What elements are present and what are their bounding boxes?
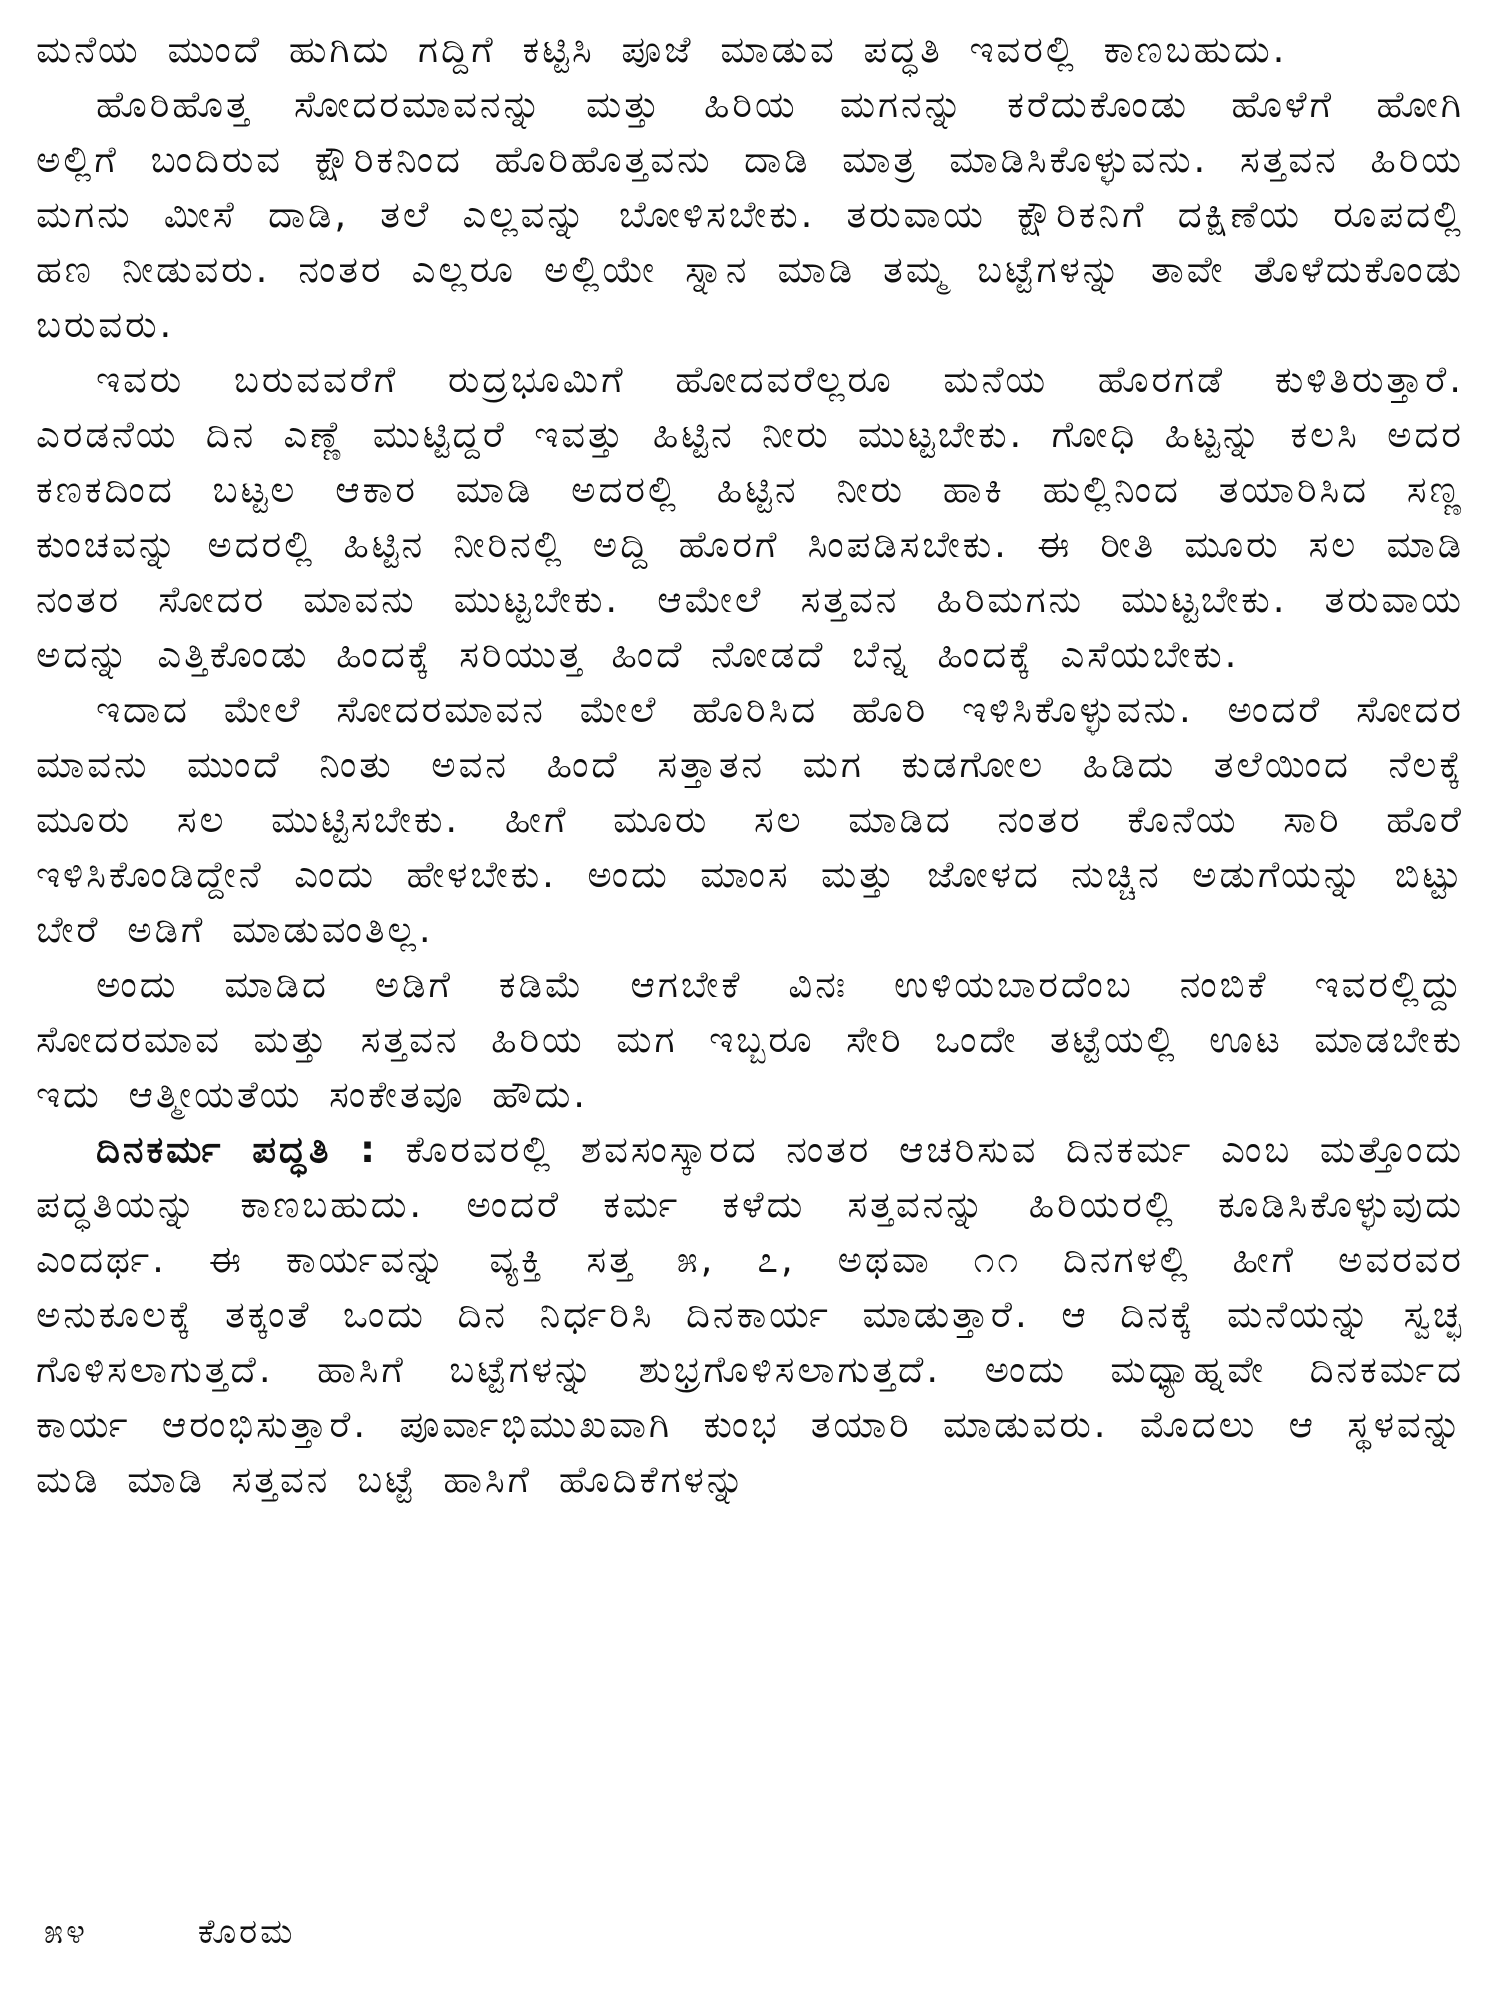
paragraph-text: ಹೊರಿಹೊತ್ತ ಸೋದರಮಾವನನ್ನು ಮತ್ತು ಹಿರಿಯ ಮಗನನ್ನು ಕರೆದುಕೊಂಡು ಹೊಳೆಗೆ ಹೋಗಿ ಅಲ್ಲಿಗೆ ಬಂದಿರುವ ಕ್ಷೌರಿಕನಿಂದ ಹೊರಿಹೊತ್ತವನು ದಾಡಿ ಮಾತ್ರ ಮಾಡಿಸಿಕೊಳ್ಳುವನು. ಸತ್ತವನ ಹಿರಿಯ ಮಗನು ಮೀಸೆ ದಾಡಿ, ತಲೆ ಎಲ್ಲವನ್ನು ಬೋಳಿಸಬೇಕು. ತರುವಾಯ ಕ್ಷೌರಿಕನಿಗೆ ದಕ್ಷಿಣೆಯ ರೂಪದಲ್ಲಿ ಹಣ ನೀಡುವರು. ನಂತರ ಎಲ್ಲರೂ ಅಲ್ಲಿಯೇ ಸ್ನಾನ ಮಾಡಿ ತಮ್ಮ ಬಟ್ಟೆಗಳನ್ನು ತಾವೇ ತೊಳೆದುಕೊಂಡು ಬರುವರು. (36, 83, 1464, 346)
paragraph-3 (36, 352, 1464, 682)
paragraph-text: ಇವರು ಬರುವವರೆಗೆ ರುದ್ರಭೂಮಿಗೆ ಹೋದವರೆಲ್ಲರೂ ಮನೆಯ ಹೊರಗಡೆ ಕುಳಿತಿರುತ್ತಾರೆ. ಎರಡನೆಯ ದಿನ ಎಣ್ಣೆ ಮುಟ್ಟಿದ್ದರೆ ಇವತ್ತು ಹಿಟ್ಟಿನ ನೀರು ಮುಟ್ಟಬೇಕು. ಗೋಧಿ ಹಿಟ್ಟನ್ನು ಕಲಸಿ ಅದರ ಕಣಕದಿಂದ ಬಟ್ಟಲ ಆಕಾರ ಮಾಡಿ ಅದರಲ್ಲಿ ಹಿಟ್ಟಿನ ನೀರು ಹಾಕಿ ಹುಲ್ಲಿನಿಂದ ತಯಾರಿಸಿದ ಸಣ್ಣ ಕುಂಚವನ್ನು ಅದರಲ್ಲಿ ಹಿಟ್ಟಿನ ನೀರಿನಲ್ಲಿ ಅದ್ದಿ ಹೊರಗೆ ಸಿಂಪಡಿಸಬೇಕು. ಈ ರೀತಿ ಮೂರು ಸಲ ಮಾಡಿ ನಂತರ ಸೋದರ ಮಾವನು ಮುಟ್ಟಬೇಕು. ಆಮೇಲೆ ಸತ್ತವನ ಹಿರಿಮಗನು ಮುಟ್ಟಬೇಕು. ತರುವಾಯ ಅದನ್ನು ಎತ್ತಿಕೊಂಡು ಹಿಂದಕ್ಕೆ ಸರಿಯುತ್ತ ಹಿಂದೆ ನೋಡದೆ ಬೆನ್ನ ಹಿಂದಕ್ಕೆ ಎಸೆಯಬೇಕು. (36, 358, 1464, 676)
section-heading-dinakarma: ದಿನಕರ್ಮ ಪದ್ಧತಿ : (96, 1128, 378, 1171)
paragraph-1 (36, 22, 1464, 77)
paragraph-2 (36, 77, 1464, 352)
page (36, 22, 1464, 1922)
paragraph-text: ಇದಾದ ಮೇಲೆ ಸೋದರಮಾವನ ಮೇಲೆ ಹೊರಿಸಿದ ಹೊರಿ ಇಳಿಸಿಕೊಳ್ಳುವನು. ಅಂದರೆ ಸೋದರ ಮಾವನು ಮುಂದೆ ನಿಂತು ಅವನ ಹಿಂದೆ ಸತ್ತಾತನ ಮಗ ಕುಡಗೋಲ ಹಿಡಿದು ತಲೆಯಿಂದ ನೆಲಕ್ಕೆ ಮೂರು ಸಲ ಮುಟ್ಟಿಸಬೇಕು. ಹೀಗೆ ಮೂರು ಸಲ ಮಾಡಿದ ನಂತರ ಕೊನೆಯ ಸಾರಿ ಹೊರೆ ಇಳಿಸಿಕೊಂಡಿದ್ದೇನೆ ಎಂದು ಹೇಳಬೇಕು. ಅಂದು ಮಾಂಸ ಮತ್ತು ಜೋಳದ ನುಚ್ಚಿನ ಅಡುಗೆಯನ್ನು ಬಿಟ್ಟು ಬೇರೆ ಅಡಿಗೆ ಮಾಡುವಂತಿಲ್ಲ. (36, 688, 1464, 951)
paragraph-6 (36, 1122, 1464, 1507)
page-footer (44, 1912, 295, 1952)
paragraph-text: ಅಂದು ಮಾಡಿದ ಅಡಿಗೆ ಕಡಿಮೆ ಆಗಬೇಕೆ ವಿನಃ ಉಳಿಯಬಾರದೆಂಬ ನಂಬಿಕೆ ಇವರಲ್ಲಿದ್ದು ಸೋದರಮಾವ ಮತ್ತು ಸತ್ತವನ ಹಿರಿಯ ಮಗ ಇಬ್ಬರೂ ಸೇರಿ ಒಂದೇ ತಟ್ಟೆಯಲ್ಲಿ ಊಟ ಮಾಡಬೇಕು ಇದು ಆತ್ಮೀಯತೆಯ ಸಂಕೇತವೂ ಹೌದು. (36, 963, 1464, 1116)
page-number: ೫೪ (44, 1912, 89, 1952)
body-text (36, 22, 1464, 1507)
paragraph-text: ಕೊರವರಲ್ಲಿ ಶವಸಂಸ್ಕಾರದ ನಂತರ ಆಚರಿಸುವ ದಿನಕರ್ಮ ಎಂಬ ಮತ್ತೊಂದು ಪದ್ಧತಿಯನ್ನು ಕಾಣಬಹುದು. ಅಂದರೆ ಕರ್ಮ ಕಳೆದು ಸತ್ತವನನ್ನು ಹಿರಿಯರಲ್ಲಿ ಕೂಡಿಸಿಕೊಳ್ಳುವುದು ಎಂದರ್ಥ. ಈ ಕಾರ್ಯವನ್ನು ವ್ಯಕ್ತಿ ಸತ್ತ ೫, ೭, ಅಥವಾ ೧೧ ದಿನಗಳಲ್ಲಿ ಹೀಗೆ ಅವರವರ ಅನುಕೂಲಕ್ಕೆ ತಕ್ಕಂತೆ ಒಂದು ದಿನ ನಿರ್ಧರಿಸಿ ದಿನಕಾರ್ಯ ಮಾಡುತ್ತಾರೆ. ಆ ದಿನಕ್ಕೆ ಮನೆಯನ್ನು ಸ್ವಚ್ಛ ಗೊಳಿಸಲಾಗುತ್ತದೆ. ಹಾಸಿಗೆ ಬಟ್ಟೆಗಳನ್ನು ಶುಭ್ರಗೊಳಿಸಲಾಗುತ್ತದೆ. ಅಂದು ಮಧ್ಯಾಹ್ನವೇ ದಿನಕರ್ಮದ ಕಾರ್ಯ ಆರಂಭಿಸುತ್ತಾರೆ. ಪೂರ್ವಾಭಿಮುಖವಾಗಿ ಕುಂಭ ತಯಾರಿ ಮಾಡುವರು. ಮೊದಲು ಆ ಸ್ಥಳವನ್ನು ಮಡಿ ಮಾಡಿ ಸತ್ತವನ ಬಟ್ಟೆ ಹಾಸಿಗೆ ಹೊದಿಕೆಗಳನ್ನು (36, 1128, 1464, 1501)
paragraph-text: ಮನೆಯ ಮುಂದೆ ಹುಗಿದು ಗದ್ದಿಗೆ ಕಟ್ಟಿಸಿ ಪೂಜೆ ಮಾಡುವ ಪದ್ಧತಿ ಇವರಲ್ಲಿ ಕಾಣಬಹುದು. (36, 28, 1288, 71)
running-title: ಕೊರಮ (197, 1912, 296, 1952)
paragraph-5 (36, 957, 1464, 1122)
paragraph-4 (36, 682, 1464, 957)
